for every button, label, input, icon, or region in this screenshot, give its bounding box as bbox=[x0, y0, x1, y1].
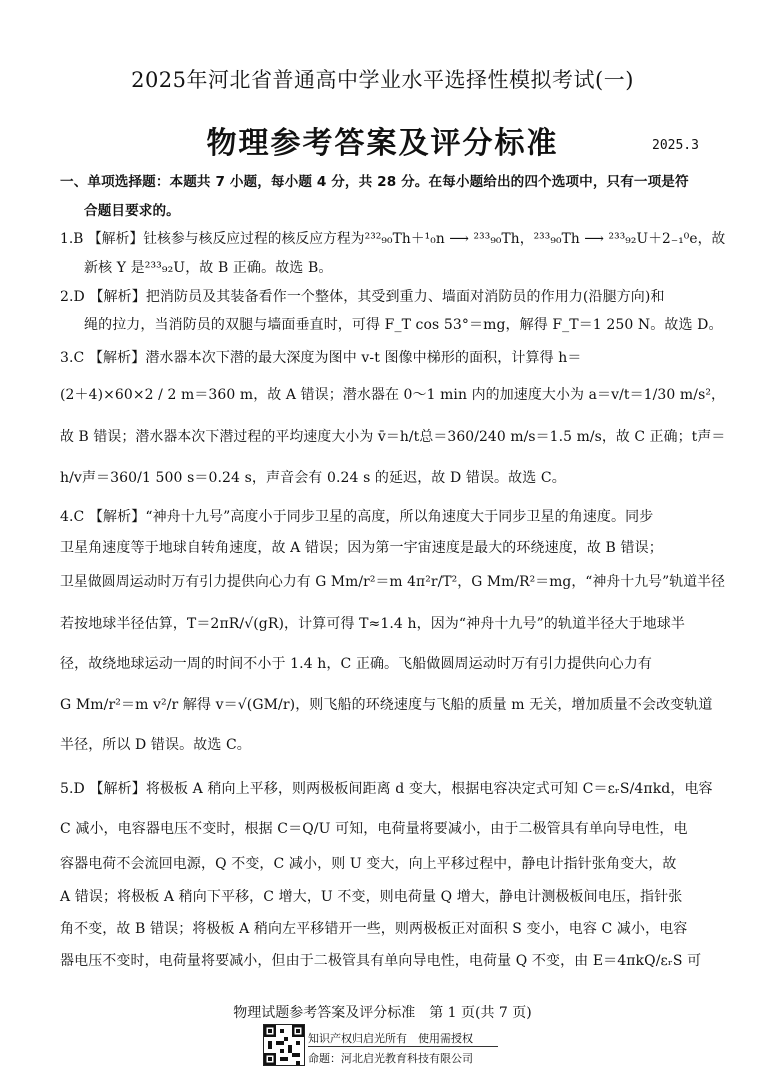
answer-line: 绳的拉力，当消防员的双腿与墙面垂直时，可得 F_T cos 53°＝mg，解得 F_T＝1 250 N。故选 D。 bbox=[84, 317, 723, 333]
answer-line: 卫星做圆周运动时万有引力提供向心力有 G Mm/r²＝m 4π²r/T²，G Mm/R²＝mg，“神舟十九号”轨道半径 bbox=[60, 574, 726, 590]
copyright-notice: 知识产权归启光所有 使用需授权 bbox=[308, 1032, 473, 1045]
answer-line: A 错误；将极板 A 稍向下平移，C 增大，U 不变，则电荷量 Q 增大，静电计测极板间电压，指针张 bbox=[60, 889, 683, 905]
answer-line: 半径，所以 D 错误。故选 C。 bbox=[60, 737, 251, 753]
answer-line: C 减小，电容器电压不变时，根据 C＝Q/U 可知，电荷量将要减小，由于二极管具有单向导电性，电 bbox=[60, 821, 688, 837]
qr-code-icon bbox=[263, 1024, 305, 1066]
page-footer: 物理试题参考答案及评分标准 第 1 页(共 7 页) bbox=[233, 1005, 532, 1021]
document-title: 物理参考答案及评分标准 bbox=[206, 126, 559, 161]
answer-line: 1.B 【解析】钍核参与核反应过程的核反应方程为²³²₉₀Th＋¹₀n ⟶ ²³³₉₀Th，²³³₉₀Th ⟶ ²³³₉₂U＋2₋₁⁰e，故 bbox=[60, 231, 726, 247]
answer-line: 故 B 错误；潜水器本次下潜过程的平均速度大小为 v̄＝h/t总＝360/240 m/s＝1.5 m/s，故 C 正确；t声＝ bbox=[60, 429, 726, 445]
answer-line: 容器电荷不会流回电源，Q 不变，C 减小，则 U 变大，向上平移过程中，静电计指针张角变大，故 bbox=[60, 856, 677, 872]
exam-title: 2025年河北省普通高中学业水平选择性模拟考试(一) bbox=[131, 68, 634, 92]
answer-line: (2＋4)×60×2 / 2 m＝360 m，故 A 错误；潜水器在 0～1 min 内的加速度大小为 a＝v/t＝1/30 m/s²， bbox=[60, 387, 726, 403]
answer-line: 若按地球半径估算，T＝2πR/√(gR)，计算可得 T≈1.4 h，因为“神舟十九号”的轨道半径大于地球半 bbox=[60, 616, 685, 632]
answer-line: 卫星角速度等于地球自转角速度，故 A 错误；因为第一宇宙速度是最大的环绕速度，故 B 错误； bbox=[60, 540, 663, 556]
answer-line: 新核 Y 是²³³₉₂U，故 B 正确。故选 B。 bbox=[84, 260, 333, 276]
document-date: 2025.3 bbox=[652, 138, 699, 153]
answer-line: 角不变，故 B 错误；将极板 A 稍向左平移错开一些，则两极板正对面积 S 变小，电容 C 减小，电容 bbox=[60, 921, 688, 937]
section-heading-line-1: 一、单项选择题：本题共 7 小题，每小题 4 分，共 28 分。在每小题给出的四个选项中，只有一项是符 bbox=[60, 174, 689, 190]
answer-line: 5.D 【解析】将极板 A 稍向上平移，则两极板间距离 d 变大，根据电容决定式可知 C＝εᵣS/4πkd，电容 bbox=[60, 781, 713, 797]
answer-line: 4.C 【解析】“神舟十九号”高度小于同步卫星的高度，所以角速度大于同步卫星的角速度。同步 bbox=[60, 509, 654, 525]
stamp-divider bbox=[308, 1046, 498, 1047]
author-notice: 命题：河北启光教育科技有限公司 bbox=[308, 1052, 473, 1065]
answer-line: h/v声＝360/1 500 s＝0.24 s，声音会有 0.24 s 的延迟，故 D 错误。故选 C。 bbox=[60, 470, 566, 486]
answer-line: 3.C 【解析】潜水器本次下潜的最大深度为图中 v-t 图像中梯形的面积，计算得 h＝ bbox=[60, 350, 582, 366]
answer-line: G Mm/r²＝m v²/r 解得 v＝√(GM/r)，则飞船的环绕速度与飞船的质量 m 无关，增加质量不会改变轨道 bbox=[60, 697, 713, 713]
answer-line: 器电压不变时，电荷量将要减小，但由于二极管具有单向导电性，电荷量 Q 不变，由 E＝4πkQ/εᵣS 可 bbox=[60, 953, 702, 969]
answer-line: 2.D 【解析】把消防员及其装备看作一个整体，其受到重力、墙面对消防员的作用力(沿腿方向)和 bbox=[60, 289, 665, 305]
answer-line: 径，故绕地球运动一周的时间不小于 1.4 h，C 正确。飞船做圆周运动时万有引力提供向心力有 bbox=[60, 656, 652, 672]
section-heading-line-2: 合题目要求的。 bbox=[84, 203, 180, 219]
